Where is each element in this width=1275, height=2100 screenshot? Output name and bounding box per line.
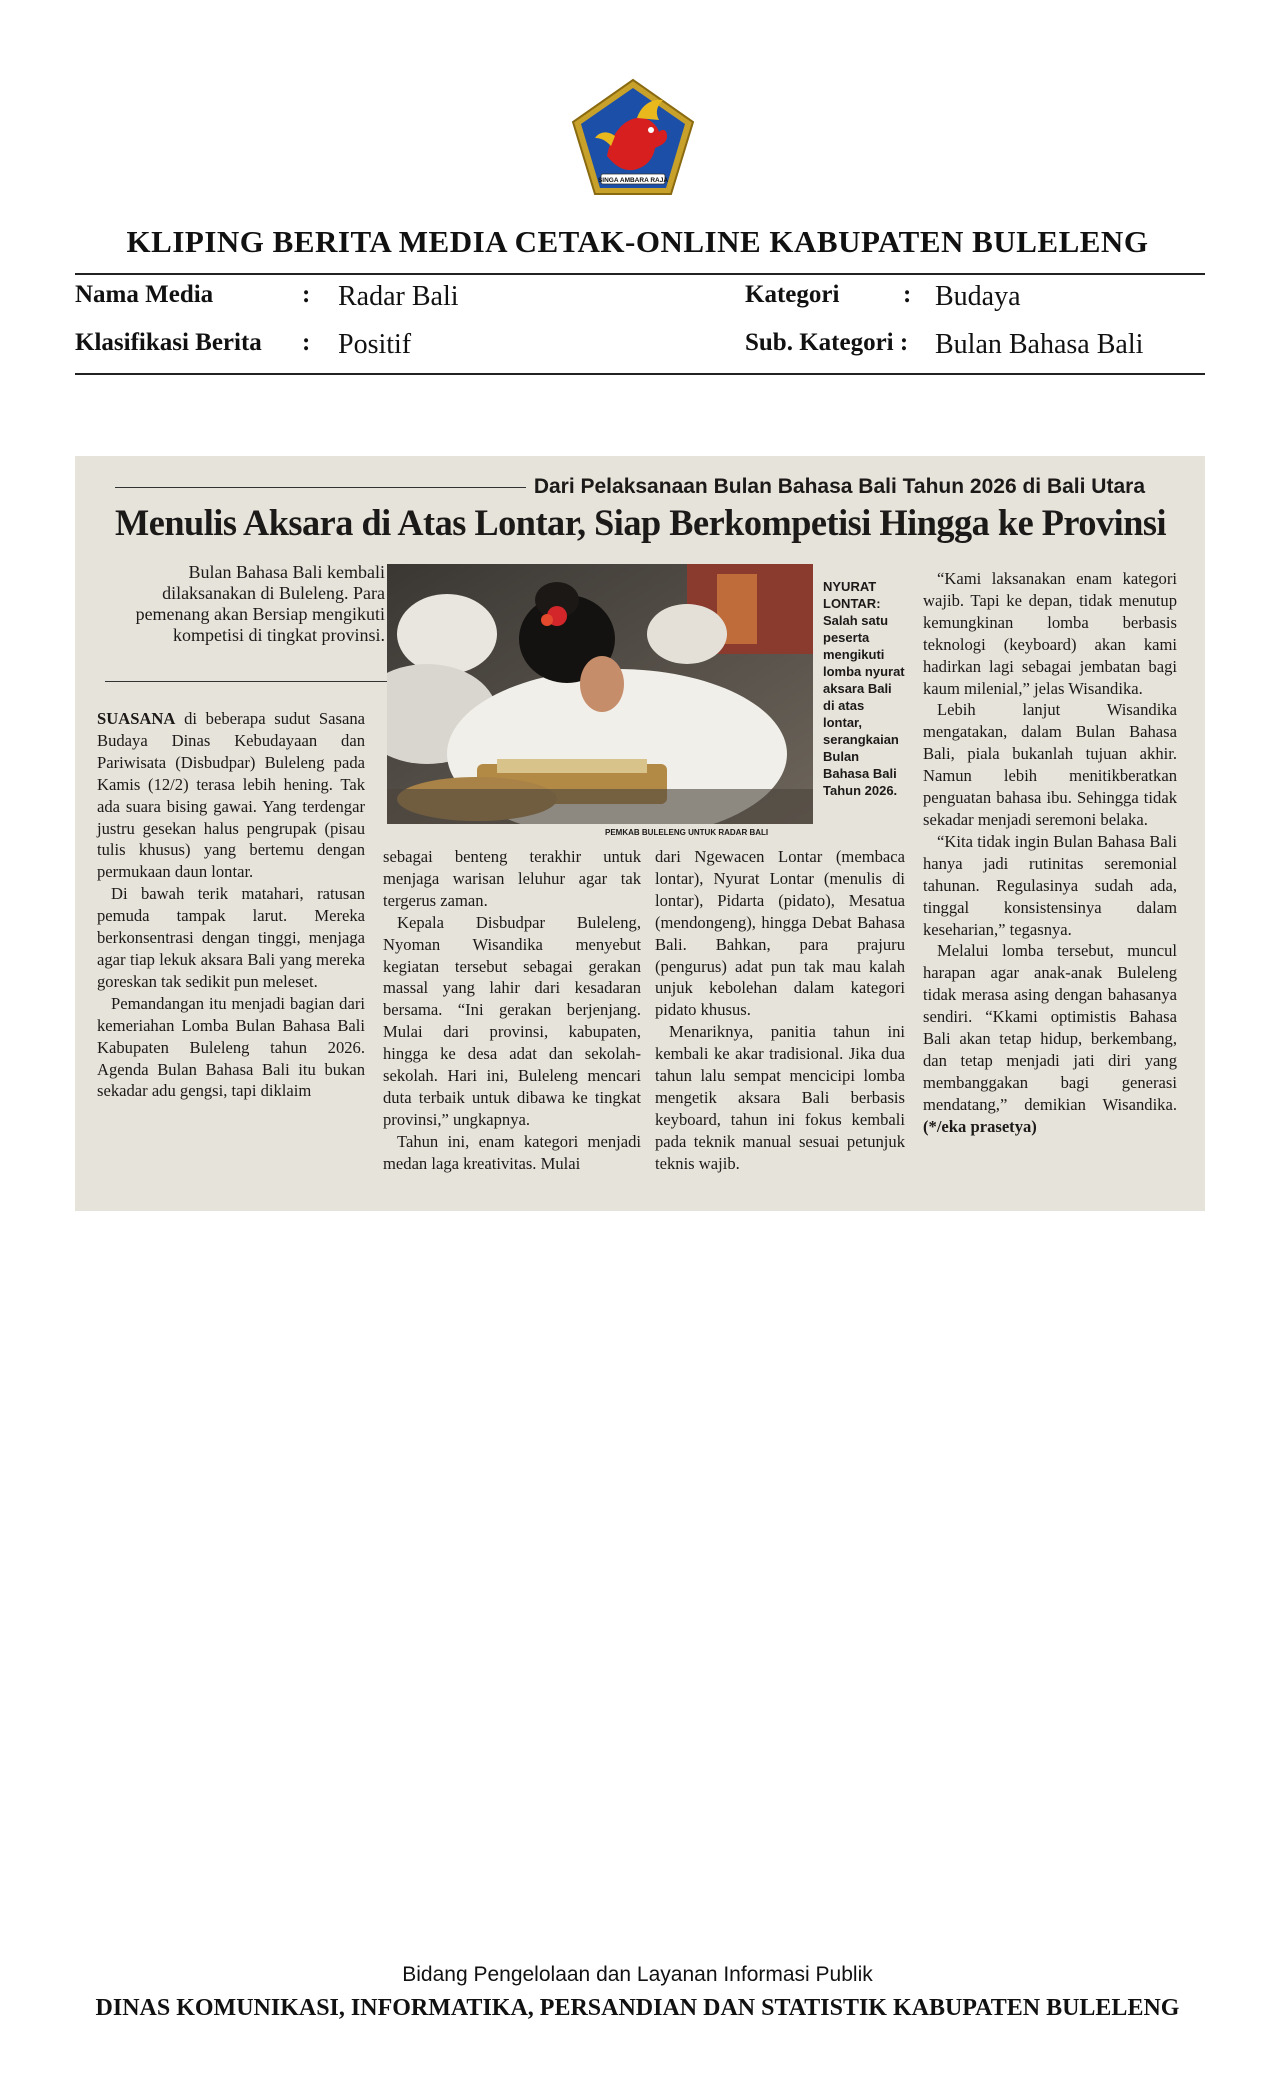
meta-divider bbox=[75, 373, 1205, 375]
article-column-3 bbox=[655, 846, 905, 1175]
media-colon: : bbox=[302, 281, 311, 308]
article-column-1 bbox=[97, 708, 365, 1102]
article-column-2 bbox=[383, 846, 641, 1175]
col4-paragraph-1: “Kami laksanakan enam kategori wajib. Tapi ke depan, tidak menutup kemungkinan lomba berbasis teknologi (keyboard) akan kami hadirkan lagi sebagai jembatan bagi kaum milenial,” jelas Wisandika. bbox=[923, 569, 1177, 698]
col4-paragraph-2: Lebih lanjut Wisandika mengatakan, dalam Bulan Bahasa Bali, piala bukanlah tujuan akhir. Namun lebih menitikberatkan penguatan bahasa ibu. Sehingga tidak sekadar menjadi seremoni belaka. bbox=[923, 700, 1177, 829]
footer-agency: DINAS KOMUNIKASI, INFORMATIKA, PERSANDIAN DAN STATISTIK KABUPATEN BULELENG bbox=[95, 1995, 1180, 2021]
kategori-value: Budaya bbox=[935, 281, 1021, 312]
kicker-text: Dari Pelaksanaan Bulan Bahasa Bali Tahun 2026 di Bali Utara bbox=[533, 475, 1145, 498]
lede-divider bbox=[105, 681, 387, 682]
document-title: KLIPING BERITA MEDIA CETAK-ONLINE KABUPATEN BULELENG bbox=[126, 224, 1149, 259]
klasifikasi-value: Positif bbox=[338, 329, 412, 360]
caption-title: NYURAT LONTAR: bbox=[823, 579, 881, 611]
photo-credit: PEMKAB BULELENG UNTUK RADAR BALI bbox=[605, 828, 769, 837]
col1-paragraph-2: Di bawah terik matahari, ratusan pemuda tampak larut. Mereka berkonsentrasi dengan tinggi, menjaga agar tiap lekuk aksara Bali yang mereka goreskan tak sedikit pun meleset. bbox=[97, 884, 365, 991]
caption-body: Salah satu peserta mengikuti lomba nyurat aksara Bali di atas lontar, serangkaian Bulan Bahasa Bali Tahun 2026. bbox=[823, 613, 905, 798]
logo-motto-text: SINGA AMBARA RAJA bbox=[597, 177, 669, 184]
col2-paragraph-2: Kepala Disbudpar Buleleng, Nyoman Wisandika menyebut kegiatan tersebut sebagai gerakan massal yang lahir dari kesadaran bersama. “Ini gerakan berjenjang. Mulai dari provinsi, kabupaten, hingga ke desa adat dan sekolah-sekolah. Hari ini, Buleleng mencari duta terbaik untuk dibawa ke tingkat provinsi,” ungkapnya. bbox=[383, 912, 641, 1129]
col4-paragraph-4: Melalui lomba tersebut, muncul harapan agar anak-anak Buleleng tidak merasa asing dengan bahasanya sendiri. “Kkami optimistis Bahasa Bali akan tetap hidup, berkembang, dan tetap menjadi jati diri yang membanggakan bagi generasi mendatang,” demikian Wisandika. (*/eka prasetya) bbox=[923, 941, 1177, 1136]
media-value: Radar Bali bbox=[338, 281, 459, 312]
col2-paragraph-3: Tahun ini, enam kategori menjadi medan laga kreativitas. Mulai bbox=[383, 1131, 641, 1173]
media-label: Nama Media bbox=[75, 281, 214, 308]
col4-paragraph-3: “Kita tidak ingin Bulan Bahasa Bali hanya jadi rutinitas seremonial tahunan. Regulasinya sudah ada, tinggal konsistensinya dalam keseharian,” tegasnya. bbox=[923, 831, 1177, 939]
top-divider bbox=[75, 273, 1205, 275]
col2-paragraph-1: sebagai benteng terakhir untuk menjaga warisan leluhur agar tak tergerus zaman. bbox=[383, 847, 641, 910]
article-column-4 bbox=[923, 568, 1177, 1138]
footer-department: Bidang Pengelolaan dan Layanan Informasi Publik bbox=[402, 1963, 873, 1986]
article-kicker bbox=[115, 474, 1145, 500]
article-headline: Menulis Aksara di Atas Lontar, Siap Berkompetisi Hingga ke Provinsi bbox=[115, 503, 1167, 544]
photo-caption bbox=[823, 578, 905, 799]
newspaper-clipping bbox=[75, 456, 1205, 1211]
article-lede: Bulan Bahasa Bali kembali dilaksanakan di Buleleng. Para pemenang akan Bersiap mengikuti kompetisi di tingkat provinsi. bbox=[135, 562, 385, 645]
klasifikasi-colon: : bbox=[302, 329, 311, 356]
buleleng-logo bbox=[567, 76, 699, 200]
col3-paragraph-1: dari Ngewacen Lontar (membaca lontar), Nyurat Lontar (menulis di lontar), Pidarta (pidato), Mesatua (mendongeng), hingga Debat Bahasa Bali. Bahkan, para prajuru (pengurus) adat pun tak mau kalah unjuk kebolehan dalam kategori pidato khusus. bbox=[655, 847, 905, 1020]
col1-paragraph-3: Pemandangan itu menjadi bagian dari kemeriahan Lomba Bulan Bahasa Bali Kabupaten Buleleng tahun 2026. Agenda Bulan Bahasa Bali itu bukan sekadar adu gengsi, tapi diklaim bbox=[97, 993, 365, 1101]
klasifikasi-label: Klasifikasi Berita bbox=[75, 329, 262, 356]
kategori-colon: : bbox=[903, 281, 912, 308]
kategori-label: Kategori bbox=[745, 281, 840, 308]
subkategori-label: Sub. Kategori : bbox=[745, 329, 909, 356]
col3-paragraph-2: Menariknya, panitia tahun ini kembali ke akar tradisional. Jika dua tahun lalu sempat mencicipi lomba mengetik aksara Bali berbasis keyboard, tahun ini fokus kembali pada teknik manual sesuai petunjuk teknis wajib. bbox=[655, 1022, 905, 1173]
col1-paragraph-1: SUASANA di beberapa sudut Sasana Budaya Dinas Kebudayaan dan Pariwisata (Disbudpar) Buleleng pada Kamis (12/2) terasa lebih hening. Tak ada suara bising gawai. Yang terdengar justru gesekan halus pengrupak (pisau tulis khusus) yang bertemu dengan permukaan daun lontar. bbox=[97, 709, 365, 882]
article-photo bbox=[387, 564, 813, 824]
author-signoff: (*/eka prasetya) bbox=[923, 1116, 1037, 1136]
subkategori-value: Bulan Bahasa Bali bbox=[935, 329, 1144, 360]
